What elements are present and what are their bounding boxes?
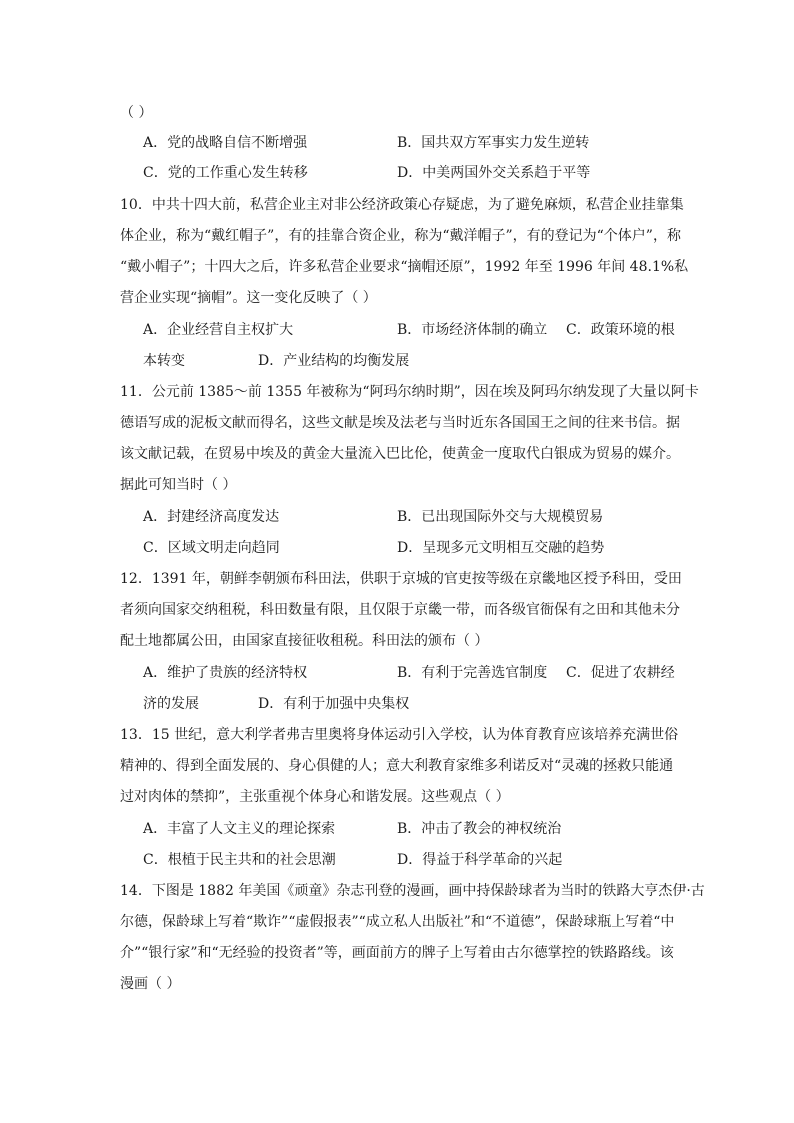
q13-stem-line-2: 精神的、得到全面发展的、身心俱健的人；意大利教育家维多利诺反对“灵魂的拯救只能通 [120,758,674,774]
q12-option-a: A．维护了贵族的经济特权 [143,665,308,681]
q12-stem-line-2: 者须向国家交纳租税，科田数量有限，且仅限于京畿一带，而各级官衙保有之田和其他未分 [120,602,680,618]
q13-option-b: B．冲击了教会的神权统治 [397,821,562,837]
q10-stem-line-1: 10．中共十四大前，私营企业主对非公经济政策心存疑虑，为了避免麻烦，私营企业挂靠集 [120,197,684,213]
q10-option-c-continued: 本转变 [143,353,185,369]
q11-option-d: D．呈现多元文明相互交融的趋势 [397,540,605,556]
q12-option-b: B．有利于完善选官制度 [397,665,548,681]
q10-stem-line-3: “戴小帽子”；十四大之后，许多私营企业要求“摘帽还原”，1992 年至 1996 年间 48.1%私 [120,259,689,275]
q14-stem-line-4: 漫画（ ） [120,976,181,992]
q12-option-d: D．有利于加强中央集权 [258,696,410,712]
q14-stem-line-1: 14．下图是 1882 年美国《顽童》杂志刊登的漫画，画中持保龄球者为当时的铁路大亨杰伊·古 [120,883,705,899]
q13-stem-line-3: 过对肉体的禁抑”，主张重视个体身心和谐发展。这些观点（ ） [120,789,510,805]
q11-stem-line-1: 11．公元前 1385～前 1355 年被称为“阿玛尔纳时期”，因在埃及阿玛尔纳发现了大量以阿卡 [120,384,699,400]
q14-stem-line-2: 尔德，保龄球上写着“欺诈”“虚假报表”“成立私人出版社”和“不道德”，保龄球瓶上写着“中 [120,914,675,930]
q11-option-a: A．封建经济高度发达 [143,509,280,525]
q12-stem-line-3: 配土地都属公田，由国家直接征收租税。科田法的颁布（ ） [120,633,489,649]
q12-stem-line-1: 12．1391 年，朝鲜李朝颁布科田法，供职于京城的官吏按等级在京畿地区授予科田，受田 [120,571,682,587]
q11-stem-line-4: 据此可知当时（ ） [120,477,237,493]
q12-option-c: C．促进了农耕经 [566,665,675,681]
q10-stem-line-4: 营企业实现“摘帽”。这一变化反映了（ ） [120,290,377,306]
q11-option-c: C．区域文明走向趋同 [143,540,280,556]
q10-stem-line-2: 体企业，称为“戴红帽子”，有的挂靠合资企业，称为“戴洋帽子”，有的登记为“个体户”，称 [120,228,681,244]
q10-option-d: D．产业结构的均衡发展 [258,353,410,369]
q9-option-a: A．党的战略自信不断增强 [143,135,308,151]
q9-option-c: C．党的工作重心发生转移 [143,165,308,181]
q11-option-b: B．已出现国际外交与大规模贸易 [397,509,604,525]
q13-option-a: A．丰富了人文主义的理论探索 [143,821,336,837]
q9-option-d: D．中美两国外交关系趋于平等 [397,165,591,181]
q10-option-c: C．政策环境的根 [566,322,675,338]
q10-option-b: B．市场经济体制的确立 [397,322,548,338]
q11-stem-line-2: 德语写成的泥板文献而得名，这些文献是埃及法老与当时近东各国国王之间的往来书信。据 [120,415,680,431]
q11-stem-line-3: 该文献记载，在贸易中埃及的黄金大量流入巴比伦，使黄金一度取代白银成为贸易的媒介。 [120,446,680,462]
q9-option-b: B．国共双方军事实力发生逆转 [397,135,590,151]
q13-option-c: C．根植于民主共和的社会思潮 [143,852,336,868]
q12-option-c-continued: 济的发展 [143,696,199,712]
q14-stem-line-3: 介”“银行家”和“无经验的投资者”等，画面前方的牌子上写着由古尔德掌控的铁路路线。该 [120,945,674,961]
q10-option-a: A．企业经营自主权扩大 [143,322,294,338]
q13-option-d: D．得益于科学革命的兴起 [397,852,563,868]
q9-answer-bracket: （ ） [120,105,153,121]
q13-stem-line-1: 13．15 世纪，意大利学者弗吉里奥将身体运动引入学校，认为体育教育应该培养充满世俗 [120,727,679,743]
